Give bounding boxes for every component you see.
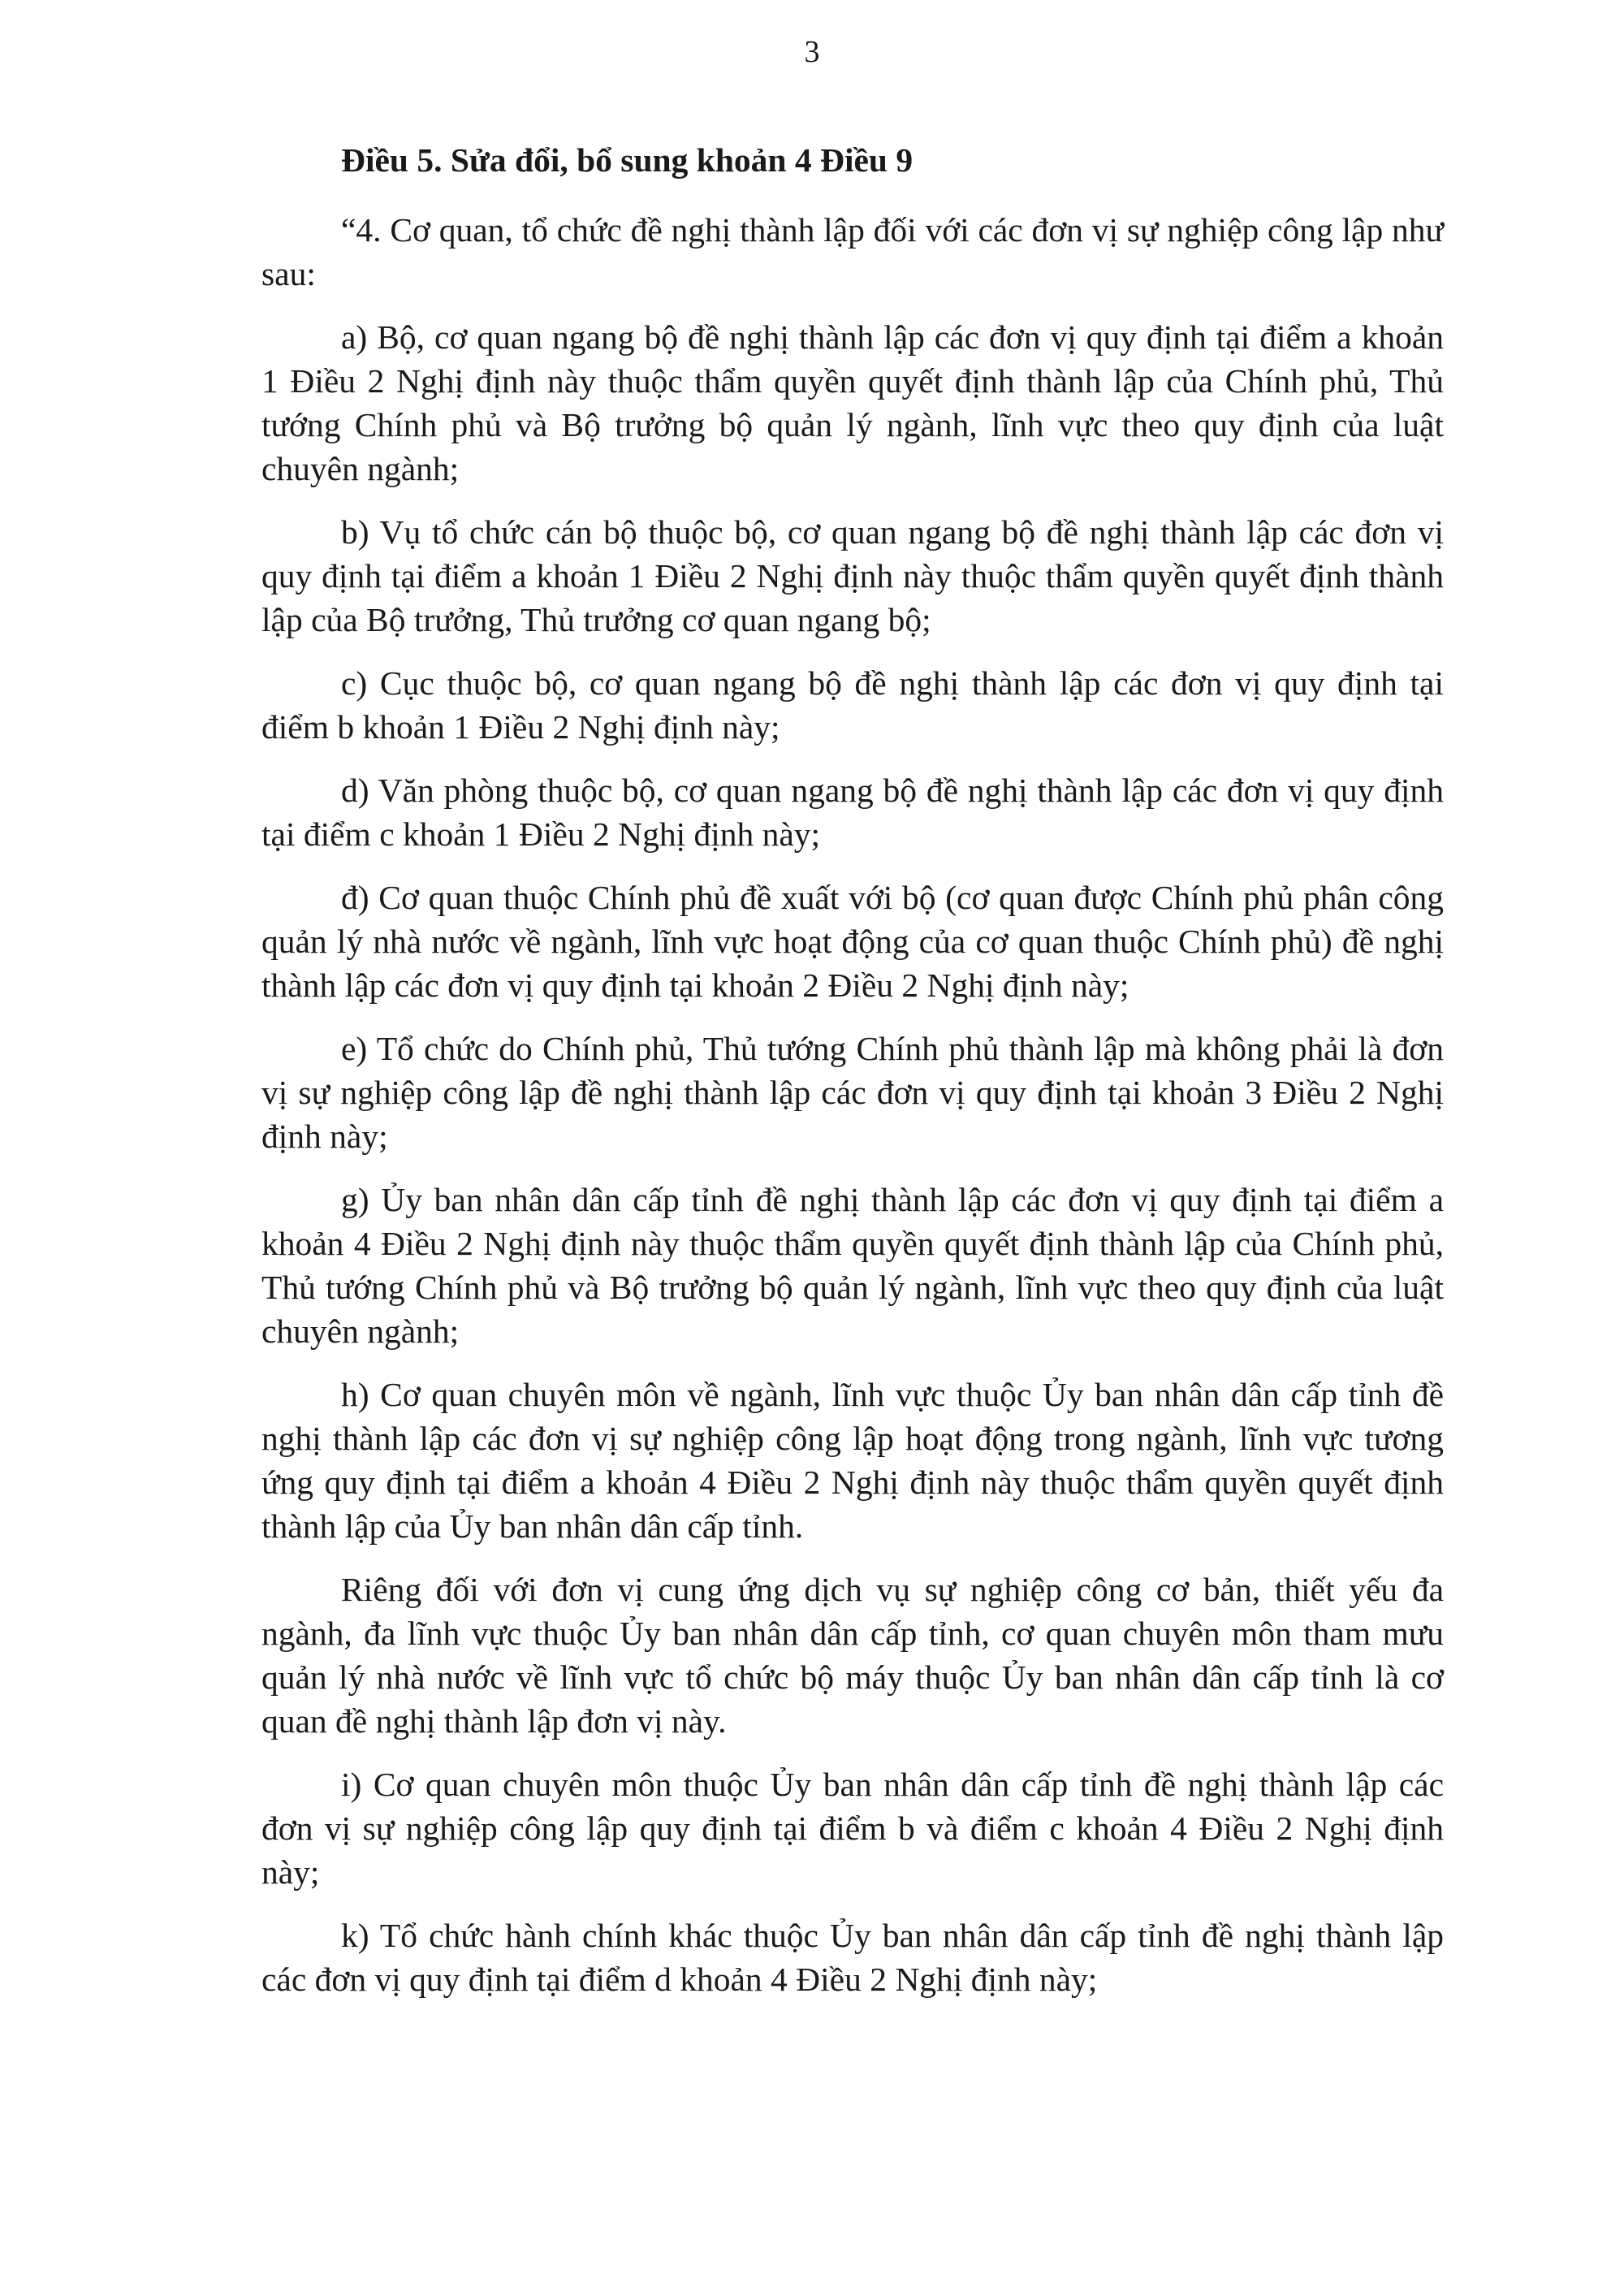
paragraph-g: g) Ủy ban nhân dân cấp tỉnh đề nghị thành lập các đơn vị quy định tại điểm a khoản 4 Điều 2 Nghị định này thuộc thẩm quyền quyết định thành lập của Chính phủ, Thủ tướng Chính phủ và Bộ trưởng bộ quản lý ngành, lĩnh vực theo quy định của luật chuyên ngành; [261, 1181, 1444, 1350]
paragraph-dd: đ) Cơ quan thuộc Chính phủ đề xuất với bộ (cơ quan được Chính phủ phân công quản lý nhà nước về ngành, lĩnh vực hoạt động của cơ quan thuộc Chính phủ) đề nghị thành lập các đơn vị quy định tại khoản 2 Điều 2 Nghị định này; [261, 879, 1444, 1004]
paragraph-special-case: Riêng đối với đơn vị cung ứng dịch vụ sự nghiệp công cơ bản, thiết yếu đa ngành, đa lĩnh vực thuộc Ủy ban nhân dân cấp tỉnh, cơ quan chuyên môn tham mưu quản lý nhà nước về lĩnh vực tổ chức bộ máy thuộc Ủy ban nhân dân cấp tỉnh là cơ quan đề nghị thành lập đơn vị này. [261, 1571, 1444, 1740]
paragraph-h: h) Cơ quan chuyên môn về ngành, lĩnh vực thuộc Ủy ban nhân dân cấp tỉnh đề nghị thành lập các đơn vị sự nghiệp công lập hoạt động trong ngành, lĩnh vực tương ứng quy định tại điểm a khoản 4 Điều 2 Nghị định này thuộc thẩm quyền quyết định thành lập của Ủy ban nhân dân cấp tỉnh. [261, 1376, 1444, 1545]
paragraph-c: c) Cục thuộc bộ, cơ quan ngang bộ đề nghị thành lập các đơn vị quy định tại điểm b khoản 1 Điều 2 Nghị định này; [261, 664, 1444, 746]
paragraph-k: k) Tổ chức hành chính khác thuộc Ủy ban nhân dân cấp tỉnh đề nghị thành lập các đơn vị quy định tại điểm d khoản 4 Điều 2 Nghị định này; [261, 1917, 1444, 1998]
paragraph-intro: “4. Cơ quan, tổ chức đề nghị thành lập đối với các đơn vị sự nghiệp công lập như sau: [261, 211, 1444, 292]
paragraph-b: b) Vụ tổ chức cán bộ thuộc bộ, cơ quan ngang bộ đề nghị thành lập các đơn vị quy định tại điểm a khoản 1 Điều 2 Nghị định này thuộc thẩm quyền quyết định thành lập của Bộ trưởng, Thủ trưởng cơ quan ngang bộ; [261, 513, 1444, 638]
article-heading: Điều 5. Sửa đổi, bổ sung khoản 4 Điều 9 [341, 141, 914, 179]
paragraph-i: i) Cơ quan chuyên môn thuộc Ủy ban nhân dân cấp tỉnh đề nghị thành lập các đơn vị sự nghiệp công lập quy định tại điểm b và điểm c khoản 4 Điều 2 Nghị định này; [261, 1766, 1444, 1891]
document-body [261, 138, 1444, 2021]
paragraph-e: e) Tổ chức do Chính phủ, Thủ tướng Chính phủ thành lập mà không phải là đơn vị sự nghiệp công lập đề nghị thành lập các đơn vị quy định tại khoản 3 Điều 2 Nghị định này; [261, 1030, 1444, 1155]
page-number: 3 [804, 35, 820, 69]
paragraph-d: d) Văn phòng thuộc bộ, cơ quan ngang bộ đề nghị thành lập các đơn vị quy định tại điểm c khoản 1 Điều 2 Nghị định này; [261, 772, 1444, 853]
paragraph-a: a) Bộ, cơ quan ngang bộ đề nghị thành lập các đơn vị quy định tại điểm a khoản 1 Điều 2 Nghị định này thuộc thẩm quyền quyết định thành lập của Chính phủ, Thủ tướng Chính phủ và Bộ trưởng bộ quản lý ngành, lĩnh vực theo quy định của luật chuyên ngành; [261, 318, 1444, 487]
